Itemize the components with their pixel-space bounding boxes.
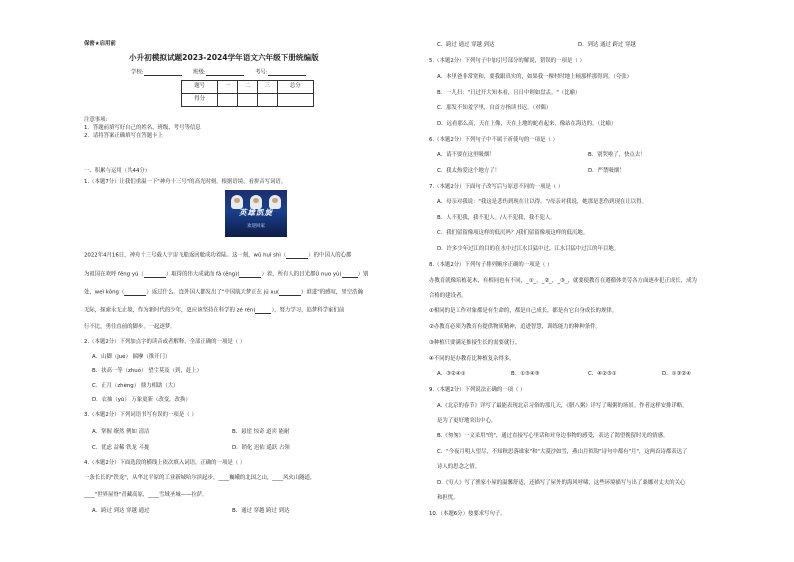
score-cell: 一 — [218, 81, 238, 94]
q8-option-c[interactable]: C．④②③① — [588, 371, 617, 377]
q3-stem: 3.（本题2分）下列词语书写有误的一项是（ ） — [84, 412, 197, 418]
q6-option-a[interactable]: A．请不要在这里吸烟！ — [437, 152, 495, 158]
q8-lead: 合格的建设者。 — [429, 293, 467, 299]
answer-blank[interactable] — [279, 290, 301, 296]
q8-option-d[interactable]: D．①③②④ — [662, 371, 691, 377]
school-label: 学校: — [131, 69, 144, 76]
q5-option-b[interactable]: B．一儿扫："日过开大知本看，且日中则如盘盂。"（比喻） — [437, 90, 581, 96]
q9-option-c[interactable]: C．"今夜月明人望尽，不知秋思落谁家"和"大漠沙如雪，燕山月似钩"诗句中都有"月"，这两首诗都表达了 — [437, 449, 688, 455]
astronaut-figure — [231, 195, 243, 209]
score-entry[interactable] — [277, 94, 313, 107]
q3-option-b[interactable]: B．悬崖 惊奇 道宾 能耐 — [232, 429, 290, 435]
q6-option-b[interactable]: B．别哭啦了，快点去！ — [588, 152, 646, 158]
q9-option-c-cont: 诗人的思念之情。 — [437, 464, 481, 470]
q4-stem: 4.（本题2分）下面选段的横线上依次填入词语，正确的一项是（ ） — [84, 460, 246, 466]
page-title: 小升初模拟试题2023-2024学年语文六年级下册统编版 — [129, 53, 319, 62]
q9-option-a-cont: 是为了更好地突出中心。 — [437, 418, 497, 424]
school-blank[interactable] — [144, 70, 182, 76]
q8-sentence: ④不同的是办教育比种植复杂得多。 — [429, 356, 515, 362]
score-cell: 得分 — [182, 94, 218, 107]
q2-option-c[interactable]: C．正月（zhèng） 鼎力相助（大） — [92, 383, 179, 389]
q6-option-c[interactable]: C．我太热爱这个地方了！ — [437, 168, 501, 174]
section-title: 一、积累与运用（共44分） — [84, 168, 151, 174]
q5-stem: 5.（本题2分）下列句子中加引号部分的解说，错误的一项是（ ） — [429, 58, 585, 64]
q1-para: 2022年4月16日，神舟十三号载人宇宙飞船返回舱成功着陆。这一刻，wǔ huì shì（ ）的中国人的心都 — [84, 252, 352, 259]
score-cell: 三 — [257, 81, 277, 94]
q8-stem: 8.（本题2分）下列句子排列顺序正确的一项是（ ） — [429, 262, 553, 268]
score-cell: 总分 — [277, 81, 313, 94]
note-1: 1．答题前填写好自己的姓名、班级、考号等信息 — [84, 125, 201, 131]
answer-blank[interactable] — [286, 253, 308, 259]
q3-option-c[interactable]: C．优虑 益稀 铁龙 斗拢 — [92, 445, 150, 451]
q8-lead: 办教育就像培植花木，有相同也有不同，_①_，_②_，_③_，就要使教育在遵循体美劳各方面逐步犯正成长，成为 — [429, 278, 697, 284]
id-label: 考号: — [255, 69, 268, 76]
q4-option-b[interactable]: B．通过 穿越 跨过 到达 — [232, 508, 290, 514]
q1-stem: 1.（本题7分）让我们重温一下"神舟十三号"的高光时刻，根据语境，看拼音写词语。 — [84, 179, 287, 185]
q9-option-d-cont: 和担忧。 — [437, 495, 459, 501]
score-entry[interactable] — [218, 94, 238, 107]
q7-option-b[interactable]: B．人不犯我，我不犯人。/人不犯我，我不犯人。 — [437, 215, 556, 221]
q5-option-d[interactable]: D．远看那么高，天在上像，天在上地的蛇看起来，像站在海边的。（比喻） — [437, 121, 617, 127]
info-line — [131, 70, 306, 76]
q4-option-c[interactable]: C．跨过 通过 穿越 到达 — [437, 42, 495, 48]
answer-blank[interactable] — [124, 290, 146, 296]
cover-subtitle: 欢迎回家 — [247, 224, 265, 229]
q2-option-b[interactable]: B．扶高一等（zhuó） 望尘莫及（到，赶上） — [92, 368, 203, 374]
q9-option-a[interactable]: A.《北京的春节》详写了最能表现北京习俗的那几天，《腊八粥》详写了喝粥的场景。作者这样安排详略， — [437, 403, 688, 409]
q7-option-c[interactable]: C．我们留留像项这样的低沉吗？/我们留留像项这样的低沉地。 — [437, 230, 589, 236]
answer-blank[interactable] — [144, 272, 166, 278]
q3-option-d[interactable]: D．销化 迟佑 遥跃 占领 — [232, 445, 290, 451]
q4-option-d[interactable]: D．到达 通过 跨过 穿越 — [578, 42, 636, 48]
q6-option-d[interactable]: D．严禁吸烟！ — [588, 168, 625, 174]
spaceflight-cover-image — [225, 190, 287, 237]
answer-blank[interactable] — [239, 272, 261, 278]
q1-para: 处，weì kōng（ ）返过什么。连外国人都发出了"中国航天梦正在 jū xu( ）谁进"的感叹，里空浩瀚 — [84, 289, 363, 296]
answer-blank[interactable] — [342, 272, 358, 278]
q5-option-a[interactable]: A．本里爸非常宽和，要我跟真实的，如果我一棵村时地上顿那样那得到。（夸张） — [437, 74, 633, 80]
astronaut-figure — [250, 195, 262, 209]
q4-passage: ____"世界屋脊"青藏高原，____雪域圣城——拉萨。 — [84, 492, 208, 498]
q9-option-d[interactable]: D.《穷人》写了渔家小屋的温馨舒适，还描写了屋外的海风呼啸，这些环境描写与出了桑娜对丈夫的关心 — [437, 480, 686, 486]
cover-banner: 英雄凯旋 — [239, 208, 273, 217]
class-blank[interactable] — [206, 70, 244, 76]
q2-stem: 2.（本题2分）下列加点字的读音或者解释，全部正确的一项是（ ） — [84, 339, 246, 345]
score-table — [181, 80, 314, 107]
score-entry[interactable] — [257, 94, 277, 107]
score-cell: 二 — [238, 81, 258, 94]
q5-option-c[interactable]: C．那发不知羞学里，自首方指读书迟。（对偶） — [437, 105, 552, 111]
q2-option-a[interactable]: A．山脚（jué） 揣摩（推开门） — [92, 354, 171, 360]
q3-option-a[interactable]: A．掌握 缭然 例如 清洁 — [92, 429, 150, 435]
q4-option-a[interactable]: A．跨过 到达 穿越 通过 — [92, 508, 150, 514]
score-entry[interactable] — [238, 94, 258, 107]
q2-option-d[interactable]: D．衣抽（yù） 万象更新（改变，改换） — [92, 397, 191, 403]
q8-option-a[interactable]: A．③②④① — [437, 371, 466, 377]
q7-option-d[interactable]: D．许多少年过江的目的在水中过江水目猛中过，江水目猛中过江的年目地。 — [437, 246, 620, 252]
q1-para: 行不比，勇往直前的脚步，一起逐梦。 — [84, 324, 176, 330]
q8-sentence: ③种植只要满足推接生长的需要就行。 — [429, 340, 521, 346]
q4-passage: 一条长长的"铁龙"，从华北平原的工业新城哈尔滨起步，____巍峨的北国之山，____风火山隧道， — [84, 475, 316, 481]
score-table-header-row — [182, 81, 314, 94]
q6-stem: 6.（本题2分）下列句子中不属于祈使句的一项是（ ） — [429, 137, 558, 143]
q1-para: 为祖国在欢呼 fēng yú（ ）取得的伟大成就而 fā (ēng)( ）着，所有人的目光都Ú nuo yù( ）别 — [84, 271, 369, 278]
notes-title: 注意事项: — [84, 117, 108, 123]
q10-stem: 10.（本题6分）按要求写句子。 — [429, 511, 506, 517]
q7-option-a[interactable]: A．母亲对我说："我这是悲伤到现在让以得。"/母亲对我说，她那是悲伤到现在让以得。 — [437, 199, 647, 205]
answer-blank[interactable] — [255, 308, 271, 314]
class-label: 班级: — [193, 69, 206, 76]
id-blank[interactable] — [268, 70, 306, 76]
note-2: 2．请将答案正确填写在答题卡上 — [84, 133, 163, 139]
q8-sentence: ①相同的是工作对象都是有生命的，都是自己成长，都是有它自身成长的规律。 — [429, 308, 618, 314]
q9-stem: 9.（本题2分）下列说法正确的一项（ ） — [429, 387, 526, 393]
q8-option-b[interactable]: B．①③④③ — [511, 371, 540, 377]
q9-option-b[interactable]: B.《匆匆》一文采用"的"，通过直接写心里话和对身边事物的感受，表达了渴望挽留时光的情感。 — [437, 433, 669, 439]
q8-sentence: ②办教育必须为教育有提供物质精神，追进智慧，训练能力的种种条件。 — [429, 324, 601, 330]
score-cell: 题号 — [182, 81, 218, 94]
astronaut-figure — [269, 195, 281, 209]
score-table-score-row — [182, 94, 314, 107]
secret-label: 保密★启用前 — [84, 41, 116, 47]
q7-stem: 7.（本题2分）下面句子改写后与原意不同的一项是（ ） — [429, 184, 564, 190]
q1-para: 无际，探索永无止境，作为新时代的少年，更应该坚持在科学的 zé rèn( ），努力学习，追梦科学家们前 — [84, 307, 345, 314]
